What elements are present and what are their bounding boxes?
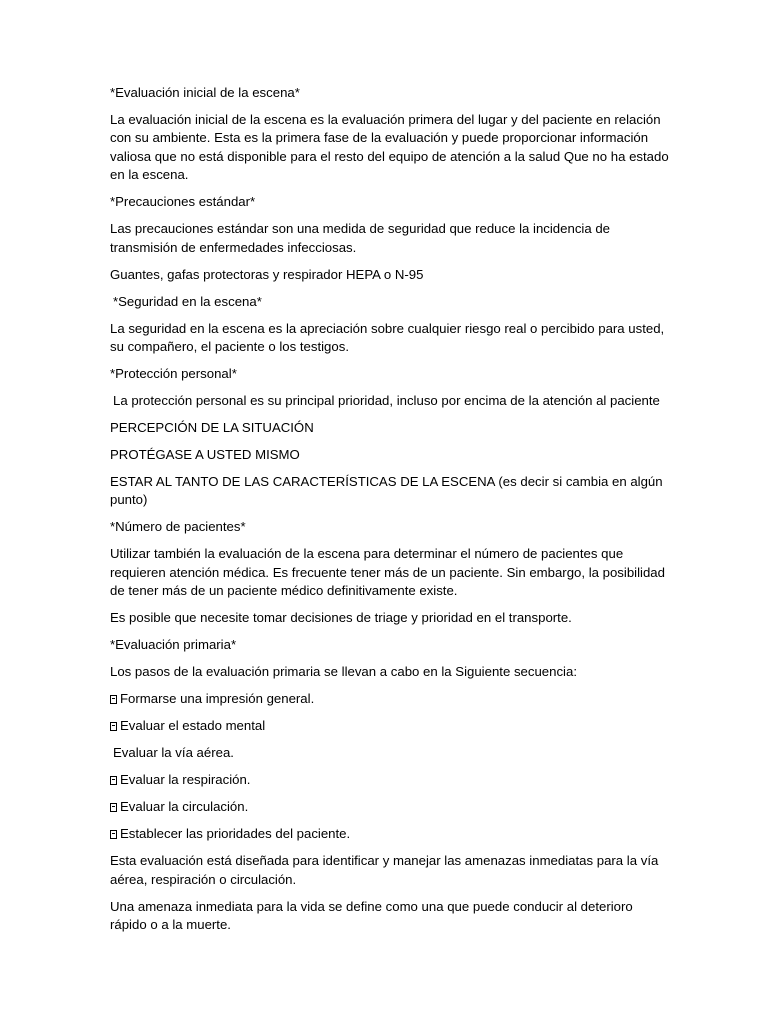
heading-evaluacion-primaria: *Evaluación primaria* [110, 637, 237, 653]
paragraph-pasos: Los pasos de la evaluación primaria se llevan a cabo en la Siguiente secuencia: [110, 664, 577, 680]
bullet-icon [110, 776, 117, 785]
list-item [110, 771, 670, 789]
step-text: Evaluar la vía aérea. [113, 745, 234, 761]
bullet-icon [110, 830, 117, 839]
caps-estar-al-tanto: ESTAR AL TANTO DE LAS CARACTERÍSTICAS DE LA ESCENA (es decir si cambia en algún punto) [110, 474, 663, 508]
paragraph-numero-pacientes: Utilizar también la evaluación de la escena para determinar el número de pacientes que requieren atención médica. Es frecuente tener más de un paciente. Sin embargo, la posibilidad de tener más de un paciente médico definitivamente existe. [110, 546, 665, 599]
bullet-icon [110, 803, 117, 812]
heading-precauciones: *Precauciones estándar* [110, 194, 256, 210]
list-item [110, 717, 670, 735]
step-text: Evaluar la circulación. [120, 799, 249, 815]
paragraph-evaluacion-inicial: La evaluación inicial de la escena es la evaluación primera del lugar y del paciente en relación con su ambiente. Esta es la primera fase de la evaluación y puede proporcionar información valiosa que no está disponible para el resto del equipo de atención a la salud Que no ha estado en la escena. [110, 112, 669, 183]
paragraph-precauciones: Las precauciones estándar son una medida de seguridad que reduce la incidencia de transmisión de enfermedades infecciosas. [110, 221, 611, 255]
heading-proteccion-personal: *Protección personal* [110, 366, 237, 382]
step-text: Evaluar la respiración. [120, 772, 251, 788]
heading-evaluacion-inicial: *Evaluación inicial de la escena* [110, 85, 300, 100]
step-text: Formarse una impresión general. [120, 691, 315, 707]
paragraph-amenazas: Esta evaluación está diseñada para identificar y manejar las amenazas inmediatas para la vía aérea, respiración o circulación. [110, 853, 659, 887]
list-item [110, 744, 670, 762]
bullet-icon [110, 722, 117, 731]
list-item [110, 798, 670, 816]
paragraph-equipo-proteccion: Guantes, gafas protectoras y respirador HEPA o N-95 [110, 266, 424, 282]
paragraph-proteccion-personal: La protección personal es su principal prioridad, incluso por encima de la atención al paciente [113, 393, 660, 409]
paragraph-seguridad: La seguridad en la escena es la apreciación sobre cualquier riesgo real o percibido para usted, su compañero, el paciente o los testigos. [110, 320, 665, 355]
paragraph-definicion-amenaza: Una amenaza inmediata para la vida se define como una que puede conducir al deterioro rápido o a la muerte. [110, 898, 633, 933]
caps-percepcion: PERCEPCIÓN DE LA SITUACIÓN [110, 420, 314, 436]
document-page [110, 84, 670, 943]
list-item [110, 690, 670, 708]
step-text: Establecer las prioridades del paciente. [120, 826, 351, 842]
heading-numero-pacientes: *Número de pacientes* [110, 519, 246, 535]
list-item [110, 825, 670, 843]
heading-seguridad: *Seguridad en la escena* [113, 293, 262, 309]
bullet-icon [110, 695, 117, 704]
paragraph-triage: Es posible que necesite tomar decisiones de triage y prioridad en el transporte. [110, 610, 572, 626]
caps-protegase: PROTÉGASE A USTED MISMO [110, 447, 300, 463]
step-text: Evaluar el estado mental [120, 718, 266, 734]
